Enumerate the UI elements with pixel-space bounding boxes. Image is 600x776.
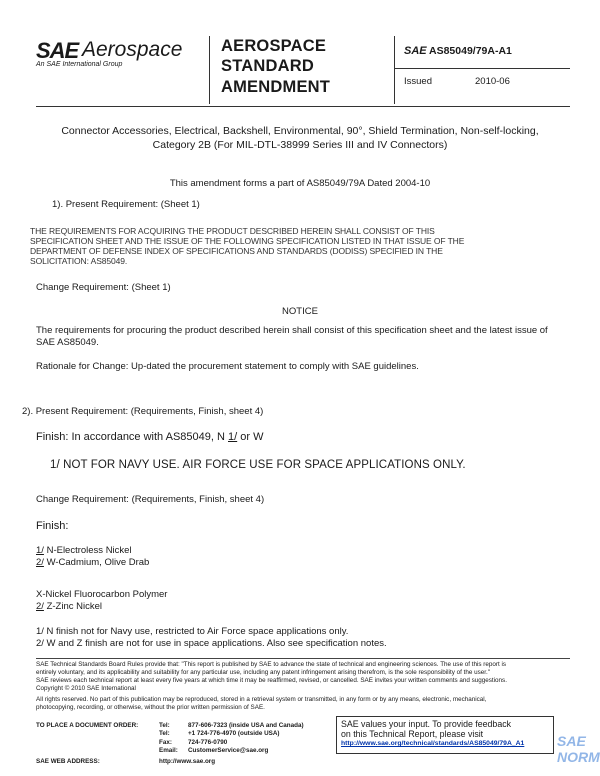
tel2-value: +1 724-776-4970 (outside USA) (188, 730, 280, 738)
navy-use-note: 1/ NOT FOR NAVY USE. AIR FORCE USE FOR SPACE APPLICATIONS ONLY. (50, 459, 466, 471)
subject-line-2: Category 2B (For MIL-DTL-38999 Series III and IV Connectors) (152, 139, 448, 151)
finish-option-w-note: 2/ (36, 557, 44, 568)
legacy-line: SPECIFICATION SHEET AND THE ISSUE OF THE FOLLOWING SPECIFICATION LISTED IN THAT ISSUE OF THE (30, 236, 465, 246)
finish-label: Finish: (36, 520, 69, 532)
title-line-2: STANDARD (221, 57, 314, 75)
notice-heading: NOTICE (282, 306, 318, 317)
item1-rationale: Rationale for Change: Up-dated the procurement statement to comply with SAE guidelines. (36, 361, 419, 372)
document-number: AS85049/79A-A1 (429, 45, 512, 57)
legal-line: entirely voluntary, and its applicability and suitability for any particular use, including any patent infringement arising therefrom, is the sole responsibility of the user." (36, 669, 490, 676)
notice-text (36, 325, 566, 349)
subject-line-1: Connector Accessories, Electrical, Backshell, Environmental, 90°, Shield Termination, Non-self-locking, (61, 125, 539, 137)
finish-option-z (36, 601, 167, 613)
contact-labels (159, 722, 178, 756)
amendment-intro: This amendment forms a part of AS85049/79A Dated 2004-10 (169, 178, 431, 189)
legal-line: Copyright © 2010 SAE International (36, 685, 136, 692)
footnote-2: 2/ W and Z finish are not for use in space applications. Also see specification notes. (36, 638, 387, 649)
item2-present-requirement: 2). Present Requirement: (Requirements, Finish, sheet 4) (22, 406, 264, 417)
item1-legacy-text (30, 226, 500, 266)
notice-line-1: The requirements for procuring the product described herein shall consist of this specification sheet and the latest issue of (36, 325, 548, 336)
finish-option-x: X-Nickel Fluorocarbon Polymer (36, 589, 168, 600)
footnote-1: 1/ N finish not for Navy use, restricted to Air Force space applications only. (36, 626, 349, 637)
footer-rule (36, 658, 570, 659)
fax-label: Fax: (159, 738, 172, 746)
legacy-line: SOLICITATION: AS85049. (30, 256, 128, 266)
watermark-stamp: SAE NORM (557, 733, 600, 765)
email-link[interactable]: CustomerService@sae.org (188, 747, 269, 755)
email-label: Email: (159, 747, 178, 755)
legal-line: SAE reviews each technical report at least every five years at which time it may be reaffirmed, revised, or cancelled. SAE invites your written comments and suggestions. (36, 677, 507, 684)
legal-notice (36, 661, 566, 712)
finish-present-suffix: or W (237, 431, 264, 443)
feedback-line-2: on this Technical Report, please visit (341, 729, 484, 739)
feedback-box (336, 716, 554, 754)
issued-date: 2010-06 (475, 76, 510, 87)
sae-logo: SAE (36, 38, 79, 63)
item1-change-requirement: Change Requirement: (Sheet 1) (36, 282, 171, 293)
contact-values (188, 722, 304, 756)
issued-label: Issued (404, 76, 432, 87)
fax-value: 724-776-0790 (188, 738, 228, 746)
finish-option-n-note: 1/ (36, 545, 44, 556)
web-label: SAE WEB ADDRESS: (36, 758, 100, 765)
tel2-label: Tel: (159, 730, 170, 738)
doc-number-divider (394, 68, 570, 69)
header-rule (36, 106, 570, 107)
finish-option-z-note: 2/ (36, 601, 44, 612)
finish-present (36, 431, 263, 443)
legacy-line: DEPARTMENT OF DEFENSE INDEX OF SPECIFICATIONS AND STANDARDS (DODISS) SPECIFIED IN THE (30, 246, 443, 256)
finish-options-group-1 (36, 545, 149, 569)
feedback-link[interactable]: http://www.sae.org/technical/standards/AS85049/79A_A1 (341, 740, 525, 747)
aerospace-logo-text: Aerospace (82, 38, 183, 61)
item1-present-requirement: 1). Present Requirement: (Sheet 1) (52, 199, 200, 210)
doc-prefix-logo: SAE (404, 45, 427, 57)
logo-subtitle: An SAE International Group (36, 61, 123, 68)
feedback-line-1: SAE values your input. To provide feedback (341, 719, 512, 729)
finish-option-z-text: Z-Zinc Nickel (43, 601, 102, 612)
notice-line-2: SAE AS85049. (36, 337, 99, 348)
finish-footnotes (36, 626, 387, 650)
legal-line: photocopying, recording, or otherwise, without the prior written permission of SAE. (36, 704, 265, 711)
finish-option-n-text: N-Electroless Nickel (43, 545, 132, 556)
web-link[interactable]: http://www.sae.org (159, 758, 216, 765)
finish-options-group-2 (36, 589, 167, 613)
tel-value: 877-606-7323 (inside USA and Canada) (188, 722, 304, 729)
item2-change-requirement: Change Requirement: (Requirements, Finish, sheet 4) (36, 494, 265, 505)
document-subject (40, 124, 560, 152)
tel-label: Tel: (159, 722, 170, 729)
finish-present-prefix: Finish: In accordance with AS85049, N (36, 431, 228, 443)
title-line-3: AMENDMENT (221, 78, 331, 96)
legal-line: All rights reserved. No part of this publication may be reproduced, stored in a retrieval system or transmitted, in any form or by any means, electronic, mechanical, (36, 696, 487, 703)
title-line-1: AEROSPACE (221, 37, 327, 55)
legacy-line: THE REQUIREMENTS FOR ACQUIRING THE PRODUCT DESCRIBED HEREIN SHALL CONSIST OF THIS (30, 226, 435, 236)
order-label: TO PLACE A DOCUMENT ORDER: (36, 722, 139, 729)
finish-present-note: 1/ (228, 431, 238, 443)
finish-option-w (36, 557, 149, 569)
header-divider-right (394, 36, 395, 104)
finish-option-w-text: W-Cadmium, Olive Drab (43, 557, 150, 568)
finish-option-n (36, 545, 149, 557)
header-divider-left (209, 36, 210, 104)
legal-line: SAE Technical Standards Board Rules provide that: "This report is published by SAE to advance the state of technical and engineering sciences. The use of this report is (36, 661, 506, 668)
